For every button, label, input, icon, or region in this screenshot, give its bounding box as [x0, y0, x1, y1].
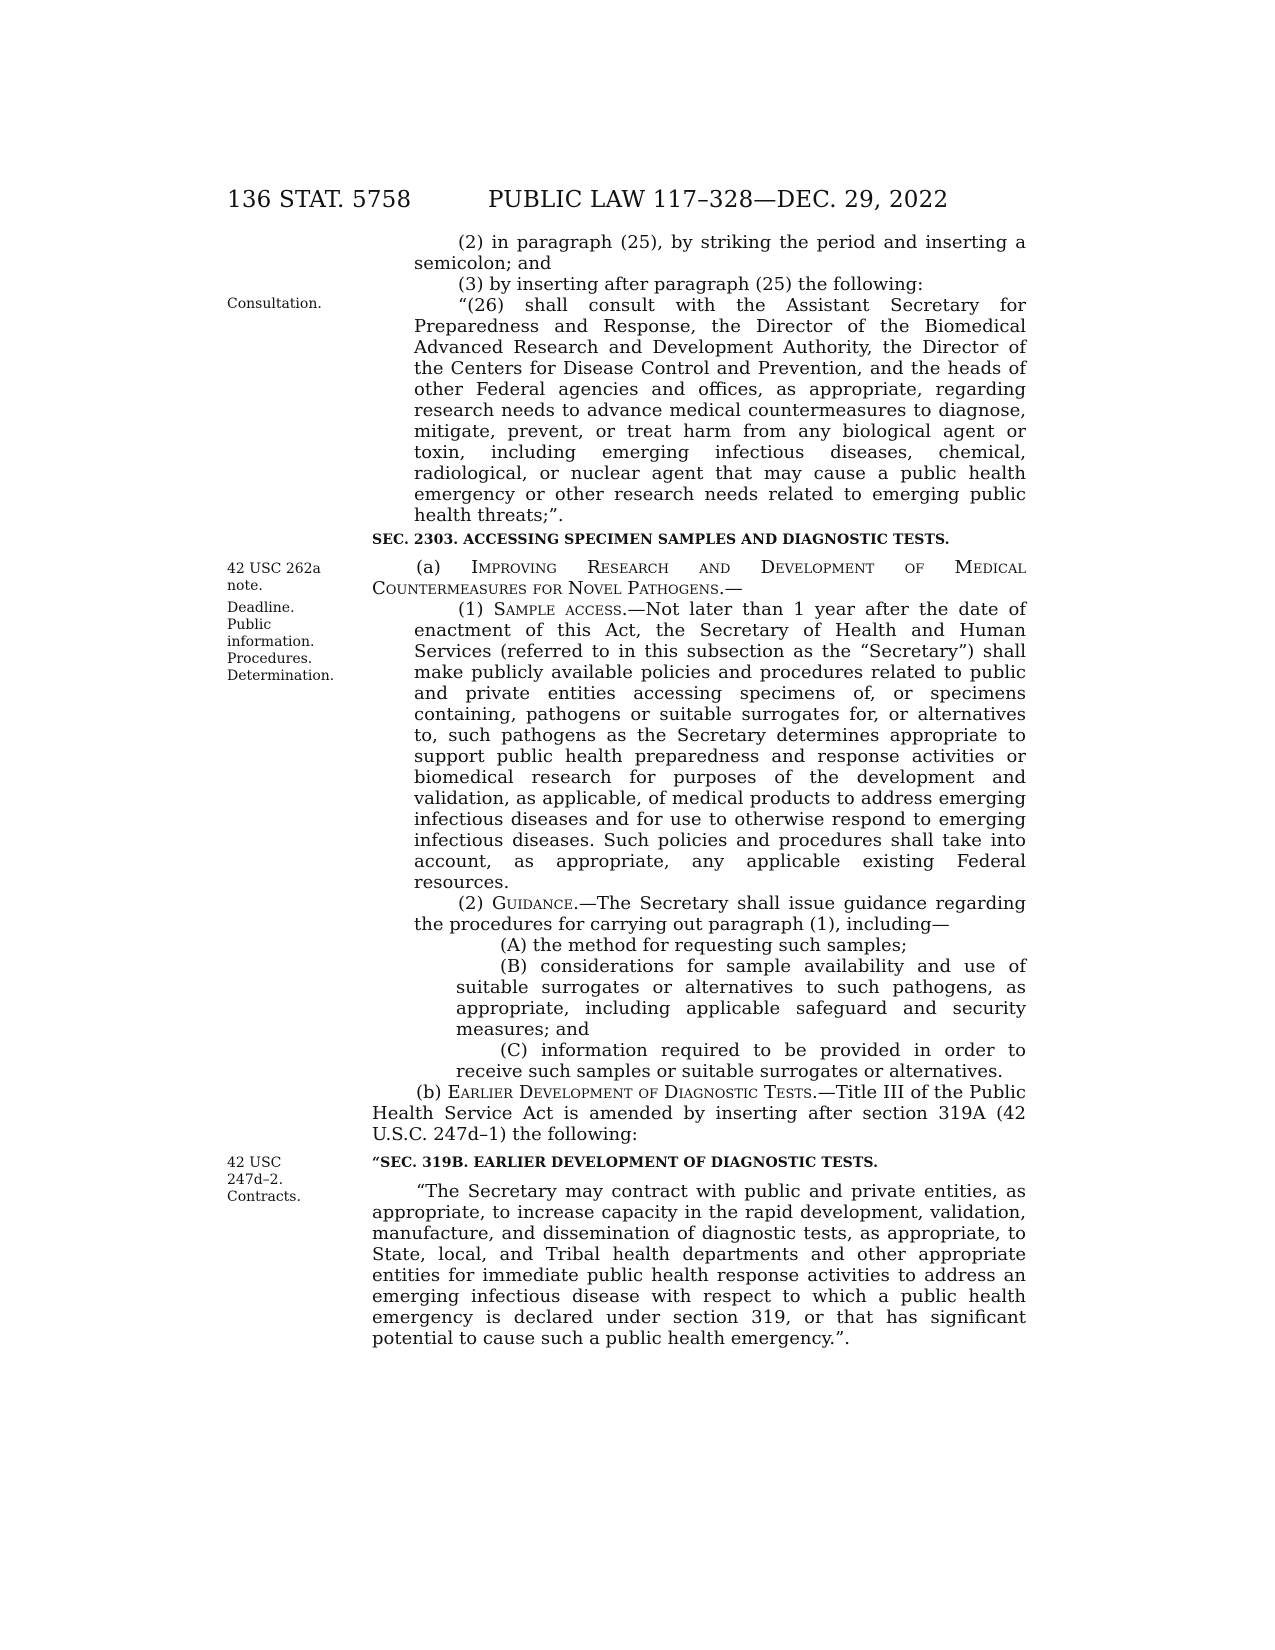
section-2303-body — [372, 557, 1026, 1145]
margin-note-line: note. — [227, 578, 263, 594]
stat-page-number: 136 STAT. 5758 — [227, 187, 412, 213]
margin-note-line: Deadline. — [227, 600, 295, 616]
paragraph-3: (3) by inserting after paragraph (25) the following: — [458, 274, 924, 295]
subsection-a: (a) Improving Research and Development of Medical Countermeasures for Novel Pathogens.— — [372, 557, 1027, 599]
subparagraph-a: (A) the method for requesting such samples; — [500, 935, 908, 956]
paragraph-1-sample-access: (1) Sample access.—Not later than 1 year after the date of enactment of this Act, the Secretary of Health and Human Services (referred to in this subsection as the “Secretary”) shall make publicly available policies and procedures related to public and private entities accessing specimens of, or specimens containing, pathogens or suitable surrogates for, or alternatives to, such pathogens as the Secretary determines appropriate to support public health preparedness and response activities or biomedical research for purposes of the development and validation, as applicable, of medical products to address emerging infectious diseases and for use to otherwise respond to emerging infectious diseases. Such policies and procedures shall take into account, as appropriate, any applicable existing Federal resources. — [414, 599, 1027, 893]
paragraph-2-guidance: (2) Guidance.—The Secretary shall issue guidance regarding the procedures for carrying out paragraph (1), including— — [414, 893, 1027, 935]
margin-note-line: 42 USC — [227, 1155, 282, 1171]
page-title: PUBLIC LAW 117–328—DEC. 29, 2022 — [488, 187, 949, 213]
section-319b-heading: “SEC. 319B. EARLIER DEVELOPMENT OF DIAGNOSTIC TESTS. — [372, 1155, 879, 1171]
section-319b-text: “The Secretary may contract with public and private entities, as appropriate, to increase capacity in the rapid development, validation, manufacture, and dissemination of diagnostic tests, as appropriate, to State, local, and Tribal health departments and other appropriate entities for immediate public health response activities to address an emerging infectious disease with respect to which a public health emergency is declared under section 319, or that has significant potential to cause such a public health emergency.”. — [372, 1181, 1026, 1349]
paragraph-2-title: Guidance. — [491, 893, 579, 914]
paragraph-1-title: Sample access. — [493, 599, 628, 620]
section-2303-heading: SEC. 2303. ACCESSING SPECIMEN SAMPLES AND DIAGNOSTIC TESTS. — [372, 532, 950, 548]
margin-note-topics — [227, 600, 357, 685]
margin-note-usc-247d2 — [227, 1155, 357, 1206]
margin-note-line: 42 USC 262a — [227, 561, 321, 577]
subparagraph-b: (B) considerations for sample availability and use of suitable surrogates or alternatives to such pathogens, as appropriate, including applicable safeguard and security measures; and — [456, 956, 1026, 1040]
margin-note-usc-262a — [227, 561, 357, 595]
margin-note-consultation: Consultation. — [227, 296, 322, 312]
subparagraph-c: (C) information required to be provided in order to receive such samples or suitable surrogates or alternatives. — [456, 1040, 1026, 1082]
paragraph-26: “(26) shall consult with the Assistant Secretary for Preparedness and Response, the Director of the Biomedical Advanced Research and Development Authority, the Director of the Centers for Disease Control and Prevention, and the heads of other Federal agencies and offices, as appropriate, regarding research needs to advance medical countermeasures to diagnose, mitigate, prevent, or treat harm from any biological agent or toxin, including emerging infectious diseases, chemical, radiological, or nuclear agent that may cause a public health emergency or other research needs related to emerging public health threats;”. — [414, 295, 1026, 526]
subsection-b: (b) Earlier Development of Diagnostic Tests.—Title III of the Public Health Service Act is amended by inserting after section 319A (42 U.S.C. 247d–1) the following: — [372, 1082, 1027, 1145]
margin-note-line: 247d–2. — [227, 1172, 284, 1188]
margin-note-line: information. — [227, 634, 315, 650]
margin-note-line: Public — [227, 617, 272, 633]
margin-note-line: Contracts. — [227, 1189, 301, 1205]
section-319b-body — [372, 1181, 1026, 1349]
subsection-a-title: Improving Research and Development of Medical Countermeasures for Novel Pathogens. — [372, 557, 1027, 599]
subsection-b-title: Earlier Development of Diagnostic Tests. — [447, 1082, 818, 1103]
paragraph-2: (2) in paragraph (25), by striking the period and inserting a semicolon; and — [414, 232, 1026, 274]
margin-note-line: Procedures. — [227, 651, 313, 667]
amendment-block — [372, 232, 1026, 526]
margin-note-line: Determination. — [227, 668, 335, 684]
